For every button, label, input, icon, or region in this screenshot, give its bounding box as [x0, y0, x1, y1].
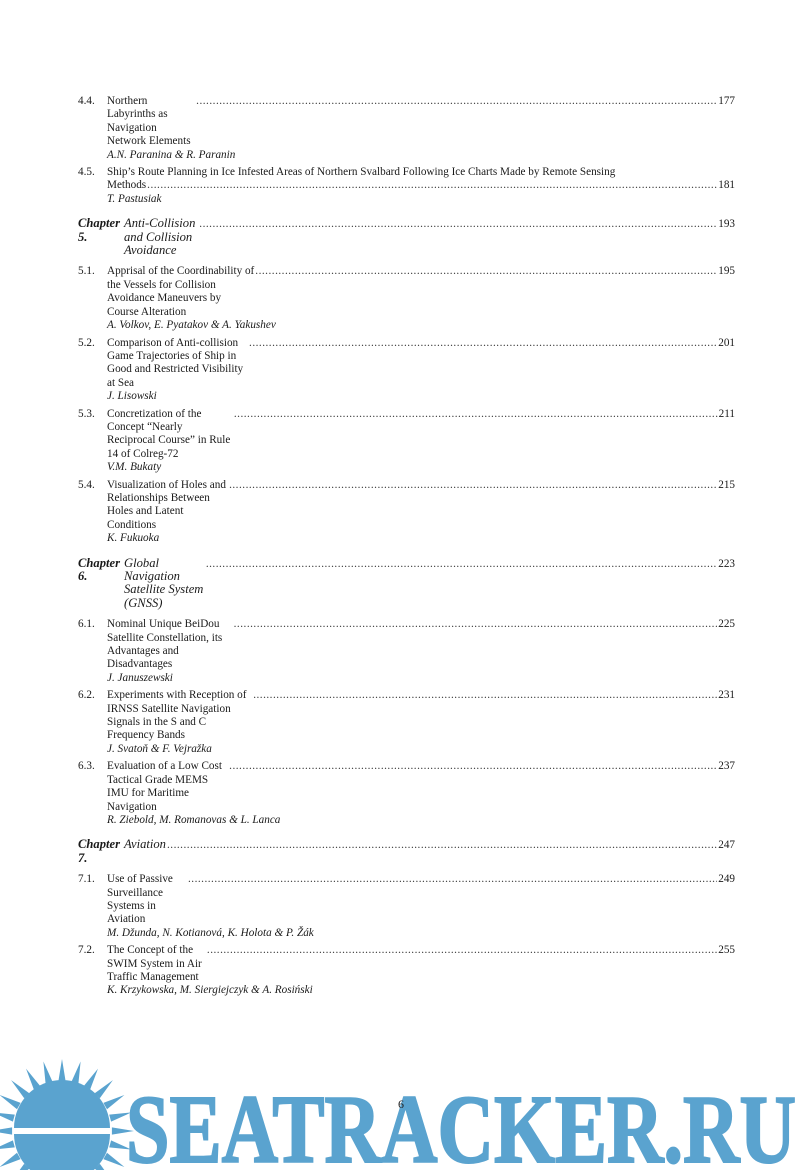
chapter-7-heading — [78, 838, 735, 865]
entry-title-line-1: Ship’s Route Planning in Ice Infested Areas of Northern Svalbard Following Ice Charts Made by Remote Sensing — [107, 166, 616, 179]
entry-title: Concretization of the Concept “Nearly Reciprocal Course” in Rule 14 of Colreg-72 — [107, 407, 231, 460]
entry-authors: J. Lisowski — [107, 390, 157, 403]
chapter-page: 193 — [718, 218, 735, 231]
dot-leader — [147, 179, 717, 192]
dot-leader — [199, 218, 717, 231]
toc-entry-6-2 — [78, 689, 735, 756]
entry-number: 7.2. — [78, 944, 95, 957]
dot-leader — [255, 265, 717, 278]
dot-leader — [249, 337, 717, 350]
entry-page: 201 — [718, 336, 735, 349]
toc-entry-4-4 — [78, 95, 735, 162]
entry-number: 6.3. — [78, 760, 95, 773]
entry-title: Comparison of Anti-collision Game Trajectories of Ship in Good and Restricted Visibility at Sea — [107, 336, 244, 389]
dot-leader — [229, 760, 717, 773]
entry-page: 211 — [718, 407, 735, 420]
chapter-title: Global Navigation Satellite System (GNSS) — [124, 555, 204, 610]
entry-number: 6.1. — [78, 618, 95, 631]
entry-title: Visualization of Holes and Relationships Between Holes and Latent Conditions — [107, 478, 226, 531]
chapter-label: Chapter 6. — [78, 555, 120, 583]
entry-authors: J. Januszewski — [107, 671, 173, 684]
sun-icon — [0, 1059, 134, 1170]
watermark-text: SEATRACKER.RU — [126, 1076, 796, 1170]
toc-entry-7-2 — [78, 944, 735, 998]
toc-entry-5-4 — [78, 479, 735, 546]
table-of-contents — [78, 95, 735, 1002]
entry-authors: K. Fukuoka — [107, 532, 160, 545]
toc-entry-6-1 — [78, 618, 735, 685]
entry-authors: A.N. Paranina & R. Paranin — [107, 148, 236, 161]
dot-leader — [188, 873, 717, 886]
entry-page: 249 — [718, 873, 735, 886]
entry-authors: K. Krzykowska, M. Siergiejczyk & A. Rosiński — [107, 984, 313, 997]
toc-entry-4-5 — [78, 166, 735, 206]
watermark — [0, 1048, 809, 1170]
entry-title: Experiments with Reception of IRNSS Satellite Navigation Signals in the S and C Frequency Bands — [107, 689, 247, 742]
entry-title: Apprisal of the Coordinability of the Vessels for Collision Avoidance Maneuvers by Course Alteration — [107, 265, 255, 318]
dot-leader — [196, 95, 717, 108]
entry-number: 4.5. — [78, 166, 95, 179]
entry-number: 5.4. — [78, 478, 95, 491]
dot-leader — [167, 839, 717, 852]
chapter-title: Aviation — [124, 837, 166, 852]
toc-entry-6-3 — [78, 760, 735, 827]
entry-number: 6.2. — [78, 689, 95, 702]
entry-number: 5.1. — [78, 265, 95, 278]
entry-page: 181 — [718, 179, 735, 192]
chapter-label: Chapter 5. — [78, 216, 120, 244]
dot-leader — [234, 408, 718, 421]
chapter-page: 223 — [718, 557, 735, 570]
entry-page: 231 — [718, 689, 735, 702]
dot-leader — [253, 689, 717, 702]
entry-number: 5.3. — [78, 407, 95, 420]
entry-title: The Concept of the SWIM System in Air Traffic Management — [107, 944, 202, 983]
chapter-6-heading — [78, 557, 735, 611]
entry-page: 177 — [718, 95, 735, 107]
entry-authors: V.M. Bukaty — [107, 461, 162, 474]
toc-entry-5-1 — [78, 265, 735, 332]
entry-title-line-2: Methods — [107, 179, 147, 192]
dot-leader — [234, 618, 718, 631]
entry-authors: J. Svatoň & F. Vejražka — [107, 742, 212, 755]
entry-title: Nominal Unique BeiDou Satellite Constellation, its Advantages and Disadvantages — [107, 618, 223, 671]
entry-authors: M. Džunda, N. Kotianová, K. Holota & P. Žák — [107, 926, 314, 939]
entry-number: 4.4. — [78, 95, 95, 107]
chapter-page: 247 — [718, 839, 735, 852]
entry-page: 215 — [718, 478, 735, 491]
entry-title: Evaluation of a Low Cost Tactical Grade MEMS IMU for Maritime Navigation — [107, 760, 222, 813]
toc-entry-7-1 — [78, 873, 735, 940]
entry-authors: A. Volkov, E. Pyatakov & A. Yakushev — [107, 319, 276, 332]
toc-entry-5-2 — [78, 337, 735, 404]
entry-title: Northern Labyrinths as Navigation Network Elements — [107, 95, 191, 148]
entry-page: 237 — [718, 760, 735, 773]
entry-authors: R. Ziebold, M. Romanovas & L. Lanca — [107, 813, 281, 826]
entry-page: 255 — [718, 944, 735, 957]
dot-leader — [206, 558, 717, 571]
entry-page: 225 — [718, 618, 735, 631]
dot-leader — [229, 479, 717, 492]
chapter-title: Anti-Collision and Collision Avoidance — [124, 216, 196, 258]
dot-leader — [207, 944, 717, 957]
entry-page: 195 — [718, 265, 735, 278]
entry-number: 5.2. — [78, 336, 95, 349]
entry-authors: T. Pastusiak — [107, 192, 162, 205]
entry-title: Use of Passive Surveillance Systems in Aviation — [107, 873, 173, 926]
chapter-label: Chapter 7. — [78, 837, 120, 865]
page-number: 6 — [398, 1097, 404, 1111]
toc-entry-5-3 — [78, 408, 735, 475]
chapter-5-heading — [78, 217, 735, 257]
entry-number: 7.1. — [78, 873, 95, 886]
